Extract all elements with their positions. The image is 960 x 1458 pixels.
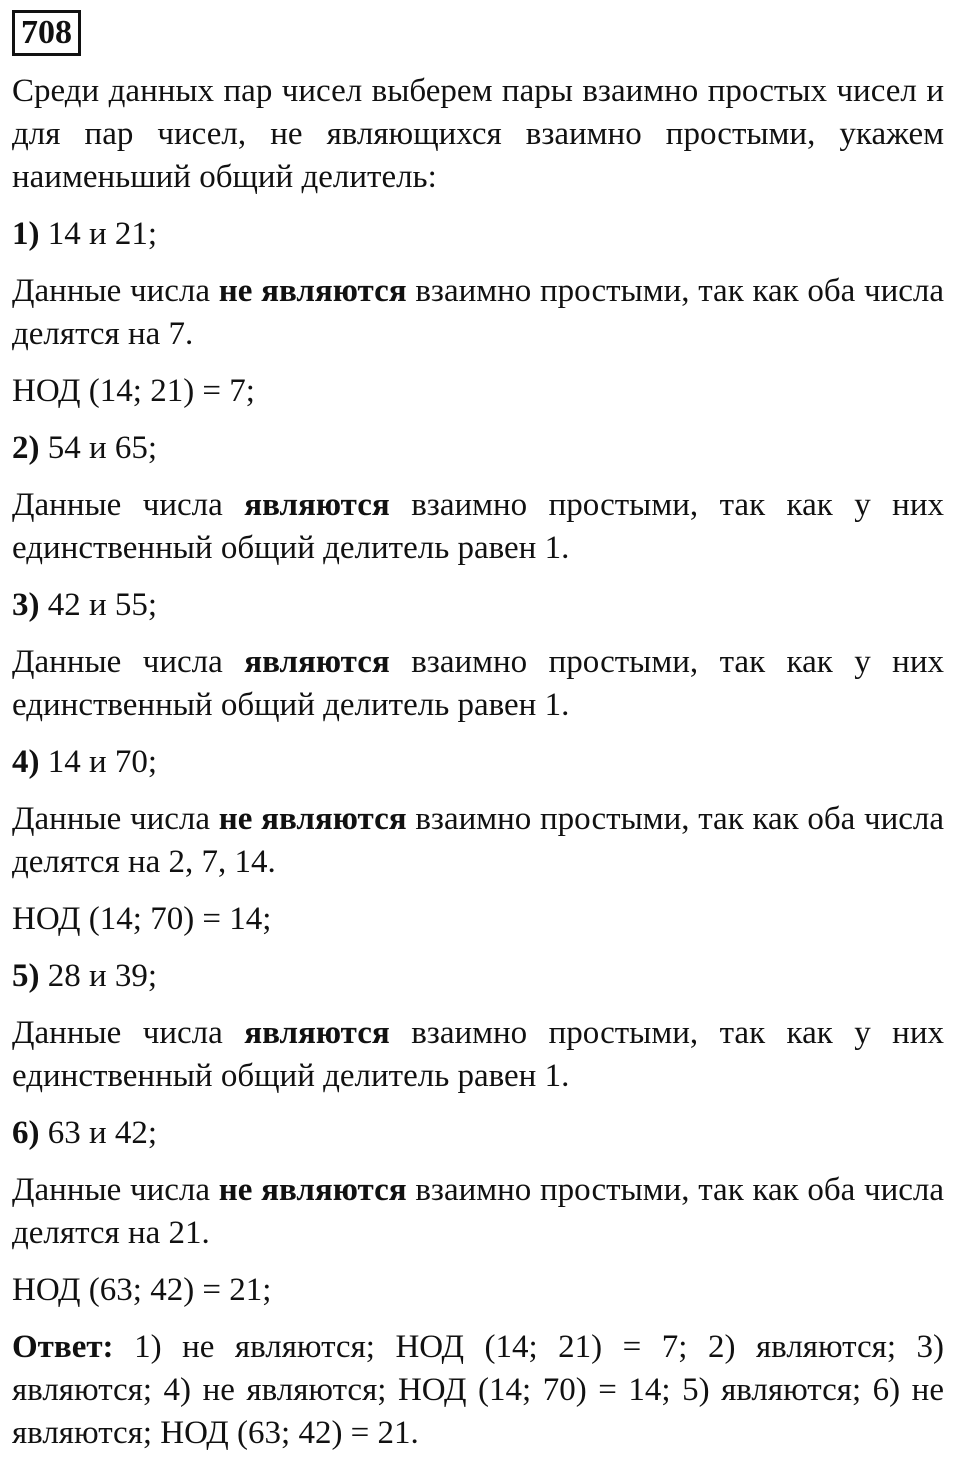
item-verdict: не являются: [218, 273, 407, 309]
item-pair: 63 и 42;: [47, 1115, 158, 1151]
item-pre: Данные числа: [12, 1172, 211, 1208]
item-pre: Данные числа: [12, 644, 223, 680]
item-verdict: не являются: [218, 801, 407, 837]
answer-label: Ответ:: [12, 1329, 114, 1365]
item-explanation: [12, 641, 944, 727]
item-label: 6): [12, 1115, 40, 1151]
item-heading: [12, 584, 944, 627]
item-post: взаимно простыми, так как у них единственный общий делитель равен 1.: [12, 1015, 944, 1094]
item-explanation: [12, 1169, 944, 1255]
item-label: 4): [12, 744, 40, 780]
item-explanation: [12, 1012, 944, 1098]
items-container: [12, 213, 944, 1312]
item-label: 1): [12, 216, 40, 252]
item-post: взаимно простыми, так как у них единственный общий делитель равен 1.: [12, 644, 944, 723]
item-heading: [12, 1112, 944, 1155]
item-heading: [12, 213, 944, 256]
item-post: взаимно простыми, так как оба числа делятся на 7.: [12, 273, 945, 352]
item-post: взаимно простыми, так как оба числа делятся на 2, 7, 14.: [12, 801, 945, 880]
item-post: взаимно простыми, так как у них единственный общий делитель равен 1.: [12, 487, 944, 566]
item-pair: 42 и 55;: [47, 587, 158, 623]
item-explanation: [12, 798, 944, 884]
item-verdict: являются: [244, 487, 390, 523]
item-post: взаимно простыми, так как оба числа делятся на 21.: [12, 1172, 945, 1251]
item-gcd: НОД (14; 70) = 14;: [12, 901, 272, 937]
problem-number: 708: [12, 10, 81, 56]
answer-text: 1) не являются; НОД (14; 21) = 7; 2) являются; 3) являются; 4) не являются; НОД (14; 70) = 14; 5) являются; 6) не являются; НОД (63; 42) = 21.: [12, 1329, 945, 1451]
item-pre: Данные числа: [12, 801, 211, 837]
answer-paragraph: [12, 1326, 944, 1455]
item-pre: Данные числа: [12, 273, 211, 309]
item-explanation: [12, 270, 944, 356]
intro-paragraph: Среди данных пар чисел выберем пары взаимно простых чисел и для пар чисел, не являющихся взаимно простыми, укажем наименьший общий делитель:: [12, 73, 944, 195]
item-pair: 14 и 21;: [47, 216, 158, 252]
item-label: 5): [12, 958, 40, 994]
item-heading: [12, 955, 944, 998]
item-pair: 28 и 39;: [47, 958, 158, 994]
item-verdict: не являются: [218, 1172, 407, 1208]
item-verdict: являются: [244, 1015, 390, 1051]
item-pair: 54 и 65;: [47, 430, 158, 466]
item-pre: Данные числа: [12, 487, 223, 523]
item-gcd: НОД (14; 21) = 7;: [12, 373, 255, 409]
item-pre: Данные числа: [12, 1015, 223, 1051]
item-heading: [12, 427, 944, 470]
item-pair: 14 и 70;: [47, 744, 158, 780]
item-explanation: [12, 484, 944, 570]
item-heading: [12, 741, 944, 784]
item-verdict: являются: [244, 644, 390, 680]
item-label: 2): [12, 430, 40, 466]
item-gcd: НОД (63; 42) = 21;: [12, 1272, 272, 1308]
item-label: 3): [12, 587, 40, 623]
